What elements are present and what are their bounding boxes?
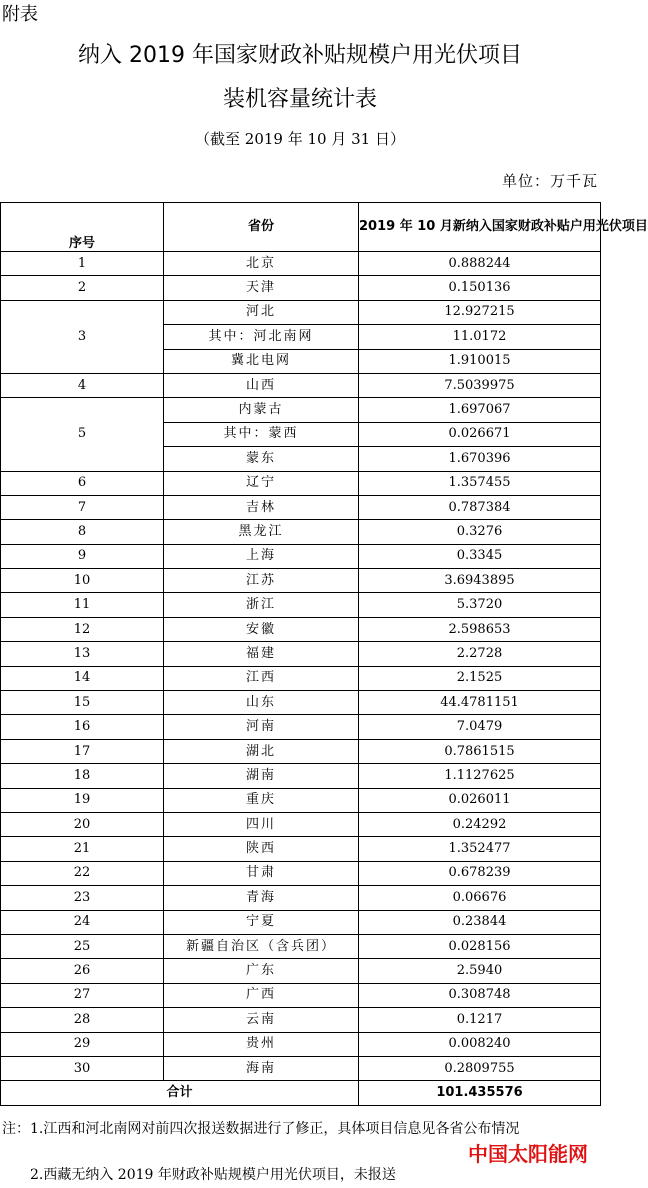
cell-no: 23 bbox=[1, 886, 164, 910]
table-row bbox=[1, 252, 601, 276]
cell-value: 0.026671 bbox=[359, 422, 601, 446]
cell-province: 甘肃 bbox=[164, 861, 359, 885]
document-title-line2: 装机容量统计表 bbox=[222, 87, 377, 112]
cell-province: 陕西 bbox=[164, 837, 359, 861]
table-row bbox=[1, 276, 601, 300]
cell-no: 27 bbox=[1, 983, 164, 1007]
cell-province: 黑龙江 bbox=[164, 520, 359, 544]
cell-province: 上海 bbox=[164, 544, 359, 568]
cell-value: 2.2728 bbox=[359, 642, 601, 666]
table-row bbox=[1, 495, 601, 519]
cell-no: 12 bbox=[1, 617, 164, 641]
cell-value: 1.910015 bbox=[359, 349, 601, 373]
cell-value: 0.308748 bbox=[359, 983, 601, 1007]
table-row bbox=[1, 812, 601, 836]
table-row bbox=[1, 764, 601, 788]
table-row bbox=[1, 1032, 601, 1056]
cell-province: 新疆自治区（含兵团） bbox=[164, 934, 359, 958]
appendix-label: 附表 bbox=[2, 4, 38, 25]
cell-province: 海南 bbox=[164, 1056, 359, 1080]
cell-value: 2.598653 bbox=[359, 617, 601, 641]
cell-value: 0.06676 bbox=[359, 886, 601, 910]
table-row bbox=[1, 861, 601, 885]
cell-no: 2 bbox=[1, 276, 164, 300]
note-1: 注：1.江西和河北南网对前四次报送数据进行了修正，具体项目信息见各省公布情况 bbox=[2, 1121, 520, 1137]
header-province: 省份 bbox=[164, 203, 359, 252]
cell-value: 1.357455 bbox=[359, 471, 601, 495]
table-row bbox=[1, 666, 601, 690]
cell-province: 天津 bbox=[164, 276, 359, 300]
cell-value: 0.24292 bbox=[359, 812, 601, 836]
cell-value: 0.787384 bbox=[359, 495, 601, 519]
cell-no: 11 bbox=[1, 593, 164, 617]
cutoff-date: （截至 2019 年 10 月 31 日） bbox=[195, 130, 405, 148]
cell-province: 湖北 bbox=[164, 739, 359, 763]
cell-value: 0.3345 bbox=[359, 544, 601, 568]
cell-value: 44.4781151 bbox=[359, 691, 601, 715]
table-row bbox=[1, 837, 601, 861]
cell-no: 20 bbox=[1, 812, 164, 836]
cell-no: 4 bbox=[1, 373, 164, 397]
cell-province: 云南 bbox=[164, 1008, 359, 1032]
cell-province: 福建 bbox=[164, 642, 359, 666]
cell-no: 19 bbox=[1, 788, 164, 812]
table-row bbox=[1, 544, 601, 568]
cell-province: 其中：蒙西 bbox=[164, 422, 359, 446]
cell-value: 11.0172 bbox=[359, 325, 601, 349]
cell-no: 30 bbox=[1, 1056, 164, 1080]
cell-province: 广西 bbox=[164, 983, 359, 1007]
cell-value: 1.352477 bbox=[359, 837, 601, 861]
table-row bbox=[1, 398, 601, 422]
cell-value: 5.3720 bbox=[359, 593, 601, 617]
unit-label: 单位：万千瓦 bbox=[501, 172, 598, 190]
table-row bbox=[1, 1056, 601, 1080]
header-no: 序号 bbox=[1, 203, 164, 252]
cell-province: 贵州 bbox=[164, 1032, 359, 1056]
table-row bbox=[1, 569, 601, 593]
cell-no: 21 bbox=[1, 837, 164, 861]
cell-value: 7.5039975 bbox=[359, 373, 601, 397]
cell-value: 0.028156 bbox=[359, 934, 601, 958]
cell-no: 26 bbox=[1, 959, 164, 983]
cell-province: 湖南 bbox=[164, 764, 359, 788]
cell-no: 13 bbox=[1, 642, 164, 666]
site-watermark: 中国太阳能网 bbox=[468, 1142, 588, 1166]
cell-province: 江苏 bbox=[164, 569, 359, 593]
capacity-table bbox=[0, 202, 648, 1106]
cell-value: 2.5940 bbox=[359, 959, 601, 983]
cell-province: 安徽 bbox=[164, 617, 359, 641]
table-row bbox=[1, 886, 601, 910]
cell-value: 0.23844 bbox=[359, 910, 601, 934]
cell-province: 河南 bbox=[164, 715, 359, 739]
cell-value: 1.697067 bbox=[359, 398, 601, 422]
table-row bbox=[1, 788, 601, 812]
cell-province: 宁夏 bbox=[164, 910, 359, 934]
cell-province: 内蒙古 bbox=[164, 398, 359, 422]
cell-province: 北京 bbox=[164, 252, 359, 276]
cell-province: 江西 bbox=[164, 666, 359, 690]
cell-value: 7.0479 bbox=[359, 715, 601, 739]
cell-no: 14 bbox=[1, 666, 164, 690]
cell-no: 9 bbox=[1, 544, 164, 568]
cell-province: 蒙东 bbox=[164, 447, 359, 471]
cell-province: 重庆 bbox=[164, 788, 359, 812]
cell-province: 吉林 bbox=[164, 495, 359, 519]
cell-no: 7 bbox=[1, 495, 164, 519]
cell-value: 1.670396 bbox=[359, 447, 601, 471]
cell-province: 辽宁 bbox=[164, 471, 359, 495]
cell-no: 8 bbox=[1, 520, 164, 544]
table-body bbox=[1, 252, 601, 1081]
cell-no: 3 bbox=[1, 300, 164, 373]
cell-value: 3.6943895 bbox=[359, 569, 601, 593]
cell-no: 5 bbox=[1, 398, 164, 471]
table-row bbox=[1, 617, 601, 641]
cell-no: 17 bbox=[1, 739, 164, 763]
cell-province: 四川 bbox=[164, 812, 359, 836]
cell-value: 0.7861515 bbox=[359, 739, 601, 763]
total-value: 101.435576 bbox=[359, 1081, 601, 1105]
cell-province: 广东 bbox=[164, 959, 359, 983]
cell-value: 0.3276 bbox=[359, 520, 601, 544]
table-row bbox=[1, 593, 601, 617]
cell-no: 29 bbox=[1, 1032, 164, 1056]
note-2: 2.西藏无纳入 2019 年财政补贴规模户用光伏项目，未报送 bbox=[30, 1167, 396, 1183]
cell-province: 青海 bbox=[164, 886, 359, 910]
table-row bbox=[1, 373, 601, 397]
cell-value: 0.2809755 bbox=[359, 1056, 601, 1080]
table-row bbox=[1, 934, 601, 958]
cell-no: 10 bbox=[1, 569, 164, 593]
header-value: 2019 年 10 月新纳入国家财政补贴户用光伏项目 bbox=[359, 203, 601, 252]
cell-no: 22 bbox=[1, 861, 164, 885]
table-row bbox=[1, 910, 601, 934]
table-row bbox=[1, 471, 601, 495]
cell-province: 山西 bbox=[164, 373, 359, 397]
table-row bbox=[1, 642, 601, 666]
cell-no: 25 bbox=[1, 934, 164, 958]
cell-no: 28 bbox=[1, 1008, 164, 1032]
table-row bbox=[1, 691, 601, 715]
table-row bbox=[1, 300, 601, 324]
document-title-line1: 纳入 2019 年国家财政补贴规模户用光伏项目 bbox=[78, 43, 522, 68]
cell-value: 0.026011 bbox=[359, 788, 601, 812]
cell-value: 0.678239 bbox=[359, 861, 601, 885]
cell-value: 12.927215 bbox=[359, 300, 601, 324]
cell-no: 16 bbox=[1, 715, 164, 739]
cell-province: 浙江 bbox=[164, 593, 359, 617]
cell-province: 冀北电网 bbox=[164, 349, 359, 373]
cell-value: 0.008240 bbox=[359, 1032, 601, 1056]
cell-province: 其中：河北南网 bbox=[164, 325, 359, 349]
cell-province: 山东 bbox=[164, 691, 359, 715]
cell-value: 0.1217 bbox=[359, 1008, 601, 1032]
cell-value: 0.888244 bbox=[359, 252, 601, 276]
cell-value: 2.1525 bbox=[359, 666, 601, 690]
table-row bbox=[1, 1008, 601, 1032]
table-row bbox=[1, 520, 601, 544]
cell-value: 1.1127625 bbox=[359, 764, 601, 788]
cell-no: 1 bbox=[1, 252, 164, 276]
cell-no: 6 bbox=[1, 471, 164, 495]
cell-no: 15 bbox=[1, 691, 164, 715]
table-row bbox=[1, 739, 601, 763]
table-row bbox=[1, 715, 601, 739]
total-row bbox=[1, 1081, 601, 1105]
total-label: 合计 bbox=[1, 1081, 359, 1105]
cell-no: 18 bbox=[1, 764, 164, 788]
cell-value: 0.150136 bbox=[359, 276, 601, 300]
cell-no: 24 bbox=[1, 910, 164, 934]
cell-province: 河北 bbox=[164, 300, 359, 324]
table-row bbox=[1, 959, 601, 983]
table-row bbox=[1, 983, 601, 1007]
